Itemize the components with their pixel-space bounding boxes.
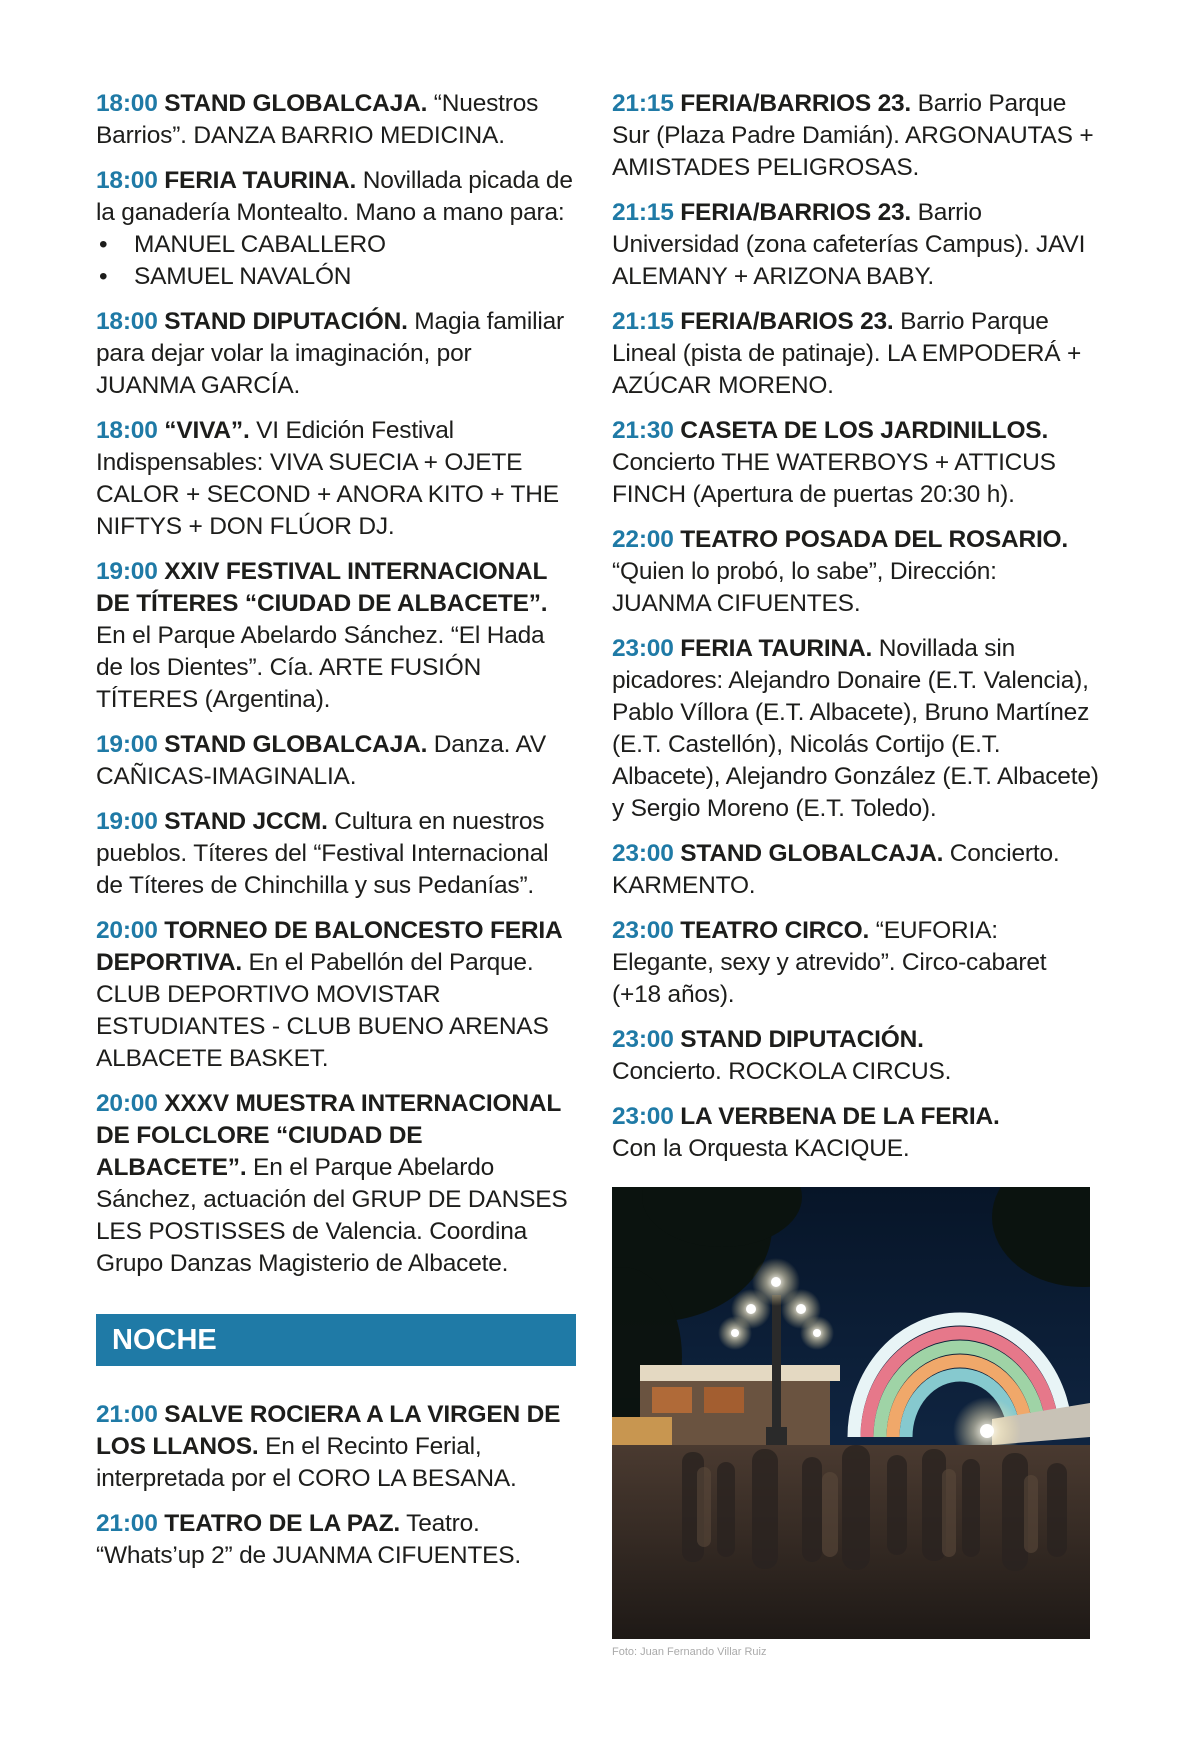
section-title: NOCHE: [112, 1324, 217, 1356]
event-time: 18:00: [96, 308, 158, 335]
event-title: FERIA/BARIOS 23.: [680, 308, 894, 335]
event-title: STAND JCCM.: [164, 808, 328, 835]
event-time: 22:00: [612, 526, 674, 553]
event-entry: [612, 633, 1100, 825]
event-title: XXIV FESTIVAL INTERNACIONAL DE TÍTERES “CIUDAD DE ALBACETE”.: [96, 558, 548, 617]
right-entries: [612, 88, 1100, 1165]
event-description: Danza. AV CAÑICAS-IMAGINALIA.: [96, 731, 546, 790]
event-title: STAND GLOBALCAJA.: [164, 90, 428, 117]
event-time: 18:00: [96, 167, 158, 194]
event-title: “VIVA”.: [164, 417, 250, 444]
event-time: 21:00: [96, 1510, 158, 1537]
event-bullet-item: • MANUEL CABALLERO: [96, 229, 576, 261]
event-title: STAND DIPUTACIÓN.: [680, 1026, 924, 1053]
event-title: FERIA/BARRIOS 23.: [680, 199, 912, 226]
event-description: En el Parque Abelardo Sánchez, actuación del GRUP DE DANSES LES POSTISSES de Valencia. Coordina Grupo Danzas Magisterio de Albacete.: [96, 1154, 568, 1277]
event-entry: [612, 88, 1100, 184]
event-description: Concierto. KARMENTO.: [612, 840, 1060, 899]
event-time: 20:00: [96, 1090, 158, 1117]
event-entry: [96, 165, 576, 293]
event-time: 23:00: [612, 635, 674, 662]
event-title: FERIA TAURINA.: [680, 635, 873, 662]
event-title: TEATRO DE LA PAZ.: [164, 1510, 400, 1537]
event-description: Concierto THE WATERBOYS + ATTICUS FINCH (Apertura de puertas 20:30 h).: [612, 449, 1056, 508]
event-entry: [612, 415, 1100, 511]
event-description: “EUFORIA: Elegante, sexy y atrevido”. Circo-cabaret (+18 años).: [612, 917, 1047, 1008]
event-description: Novillada picada de la ganadería Montealto. Mano a mano para:: [96, 167, 573, 226]
event-description: Barrio Parque Lineal (pista de patinaje). LA EMPODERÁ + AZÚCAR MORENO.: [612, 308, 1082, 399]
event-entry: [96, 88, 576, 152]
event-bullet-list: [96, 229, 576, 293]
event-title: TORNEO DE BALONCESTO FERIA DEPORTIVA.: [96, 917, 562, 976]
event-entry: [96, 1399, 576, 1495]
event-description: “Quien lo probó, lo sabe”, Dirección: JUANMA CIFUENTES.: [612, 558, 997, 617]
event-description: “Nuestros Barrios”. DANZA BARRIO MEDICINA.: [96, 90, 539, 149]
event-title: STAND DIPUTACIÓN.: [164, 308, 408, 335]
event-description: VI Edición Festival Indispensables: VIVA SUECIA + OJETE CALOR + SECOND + ANORA KITO + THE NIFTYS + DON FLÚOR DJ.: [96, 417, 559, 540]
event-title: SALVE ROCIERA A LA VIRGEN DE LOS LLANOS.: [96, 1401, 561, 1460]
event-time: 23:00: [612, 840, 674, 867]
left-column: [96, 88, 576, 1585]
event-description: En el Recinto Ferial, interpretada por el CORO LA BESANA.: [96, 1433, 517, 1492]
event-entry: [96, 729, 576, 793]
event-description: Magia familiar para dejar volar la imaginación, por JUANMA GARCÍA.: [96, 308, 565, 399]
section-bar-noche: [96, 1314, 576, 1366]
event-entry: [96, 1508, 576, 1572]
fairground-photo: [612, 1187, 1090, 1639]
event-time: 19:00: [96, 558, 158, 585]
event-time: 23:00: [612, 1026, 674, 1053]
event-title: TEATRO CIRCO.: [680, 917, 870, 944]
noche-entries: [96, 1399, 576, 1572]
event-title: CASETA DE LOS JARDINILLOS.: [680, 417, 1049, 444]
event-entry: [612, 915, 1100, 1011]
event-entry: [96, 306, 576, 402]
event-entry: [612, 306, 1100, 402]
event-entry: [612, 1024, 1100, 1088]
event-title: XXXV MUESTRA INTERNACIONAL DE FOLCLORE “CIUDAD DE ALBACETE”.: [96, 1090, 561, 1181]
event-title: STAND GLOBALCAJA.: [680, 840, 944, 867]
event-entry: [612, 1101, 1100, 1165]
event-description: En el Parque Abelardo Sánchez. “El Hada de los Dientes”. Cía. ARTE FUSIÓN TÍTERES (Argentina).: [96, 622, 545, 713]
event-title: FERIA TAURINA.: [164, 167, 357, 194]
event-title: TEATRO POSADA DEL ROSARIO.: [680, 526, 1069, 553]
event-description: Barrio Universidad (zona cafeterías Campus). JAVI ALEMANY + ARIZONA BABY.: [612, 199, 1086, 290]
event-time: 19:00: [96, 731, 158, 758]
event-description: Concierto. ROCKOLA CIRCUS.: [612, 1058, 952, 1085]
event-description: Cultura en nuestros pueblos. Títeres del “Festival Internacional de Títeres de Chinchilla y sus Pedanías”.: [96, 808, 549, 899]
event-entry: [96, 806, 576, 902]
event-time: 21:15: [612, 199, 674, 226]
event-time: 21:00: [96, 1401, 158, 1428]
event-time: 23:00: [612, 1103, 674, 1130]
event-description: Teatro. “Whats’up 2” de JUANMA CIFUENTES.: [96, 1510, 521, 1569]
left-entries: [96, 88, 576, 1280]
event-time: 23:00: [612, 917, 674, 944]
event-description: Barrio Parque Sur (Plaza Padre Damián). ARGONAUTAS + AMISTADES PELIGROSAS.: [612, 90, 1094, 181]
event-entry: [96, 556, 576, 716]
event-description: En el Pabellón del Parque. CLUB DEPORTIVO MOVISTAR ESTUDIANTES - CLUB BUENO ARENAS ALBACETE BASKET.: [96, 949, 549, 1072]
event-entry: [96, 1088, 576, 1280]
event-bullet-item: • SAMUEL NAVALÓN: [96, 261, 576, 293]
event-title: LA VERBENA DE LA FERIA.: [680, 1103, 1000, 1130]
event-time: 18:00: [96, 90, 158, 117]
event-entry: [612, 524, 1100, 620]
event-time: 18:00: [96, 417, 158, 444]
event-entry: [612, 838, 1100, 902]
photo-credit: Foto: Juan Fernando Villar Ruiz: [612, 1646, 767, 1658]
fairground-photo-illustration: [612, 1187, 1090, 1639]
event-title: STAND GLOBALCAJA.: [164, 731, 428, 758]
event-time: 21:30: [612, 417, 674, 444]
event-time: 20:00: [96, 917, 158, 944]
right-column: [612, 88, 1100, 1658]
event-time: 21:15: [612, 308, 674, 335]
event-time: 21:15: [612, 90, 674, 117]
event-entry: [96, 915, 576, 1075]
event-time: 19:00: [96, 808, 158, 835]
event-entry: [612, 197, 1100, 293]
event-description: Novillada sin picadores: Alejandro Donaire (E.T. Valencia), Pablo Víllora (E.T. Albacete), Bruno Martínez (E.T. Castellón), Nicolás Cortijo (E.T. Albacete), Alejandro González (E.T. Albacete) y Sergio Moreno (E.T. Toledo).: [612, 635, 1099, 822]
event-title: FERIA/BARRIOS 23.: [680, 90, 912, 117]
event-description: Con la Orquesta KACIQUE.: [612, 1135, 910, 1162]
event-entry: [96, 415, 576, 543]
